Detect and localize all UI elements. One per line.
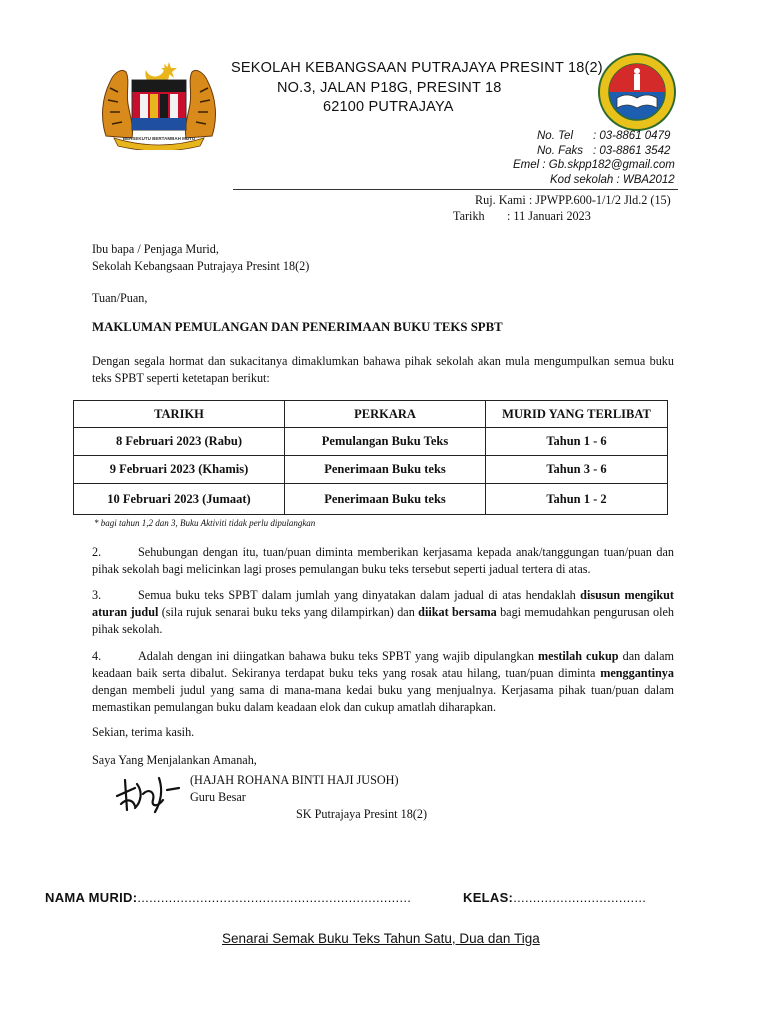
contact-fax: No. Faks : 03-8861 3542 bbox=[537, 144, 671, 157]
cell-date: 8 Februari 2023 (Rabu) bbox=[74, 428, 285, 456]
cell-item: Pemulangan Buku Teks bbox=[285, 428, 486, 456]
signatory-title: Guru Besar bbox=[190, 790, 246, 804]
school-address-line1: NO.3, JALAN P18G, PRESINT 18 bbox=[277, 80, 502, 96]
reference-number: Ruj. Kami : JPWPP.600-1/1/2 Jld.2 (15) bbox=[475, 193, 671, 207]
paragraph-2-number: 2. bbox=[92, 545, 102, 559]
contact-tel: No. Tel : 03-8861 0479 bbox=[537, 130, 671, 142]
cell-item: Penerimaan Buku teks bbox=[285, 456, 486, 484]
paragraph-3-number: 3. bbox=[92, 588, 102, 602]
paragraph-3: 3. Semua buku teks SPBT dalam jumlah yang dinyatakan dalam jadual di atas hendaklah disusun mengikut aturan judul (sila rujuk senarai buku teks yang dilampirkan) dan diikat bersama bagi memudahkan pengurusan oleh pihak sekolah. bbox=[92, 588, 674, 636]
emphasis-text: mestilah cukup bbox=[538, 649, 619, 663]
emphasis-text: disusun mengikut aturan judul bbox=[92, 588, 674, 619]
class-dots: .................................. bbox=[513, 890, 647, 905]
sign-off-line: Saya Yang Menjalankan Amanah, bbox=[92, 753, 257, 767]
salutation: Tuan/Puan, bbox=[92, 291, 148, 305]
cell-students: Tahun 3 - 6 bbox=[486, 456, 668, 484]
recipient-line1: Ibu bapa / Penjaga Murid, bbox=[92, 242, 219, 256]
date-label: Tarikh bbox=[453, 209, 485, 223]
closing-line: Sekian, terima kasih. bbox=[92, 725, 195, 739]
header-perkara: PERKARA bbox=[285, 401, 486, 428]
table-row bbox=[74, 428, 668, 456]
student-name-dots: ...................................................................... bbox=[137, 890, 412, 905]
cell-date: 9 Februari 2023 (Khamis) bbox=[74, 456, 285, 484]
letter-subject: MAKLUMAN PEMULANGAN DAN PENERIMAAN BUKU TEKS SPBT bbox=[92, 320, 503, 334]
date-value: : 11 Januari 2023 bbox=[507, 209, 591, 223]
cell-students: Tahun 1 - 6 bbox=[486, 428, 668, 456]
header-murid: MURID YANG TERLIBAT bbox=[486, 401, 668, 428]
handwritten-signature bbox=[113, 770, 183, 816]
crest-motto: BERSEKUTU BERTAMBAH MUTU bbox=[122, 136, 196, 141]
emphasis-text: diikat bersama bbox=[418, 605, 497, 619]
signatory-name: (HAJAH ROHANA BINTI HAJI JUSOH) bbox=[190, 773, 399, 787]
student-name-label: NAMA MURID: bbox=[45, 890, 138, 905]
contact-block bbox=[537, 129, 670, 158]
letterhead-divider bbox=[233, 189, 678, 190]
signatory-school: SK Putrajaya Presint 18(2) bbox=[296, 807, 427, 821]
paragraph-4: 4. Adalah dengan ini diingatkan bahawa buku teks SPBT yang wajib dipulangkan mestilah cukup dan dalam keadaan baik serta dibalut. Sekiranya terdapat buku teks yang rosak atau hilang, tuan/puan diminta menggantinya dengan membeli judul yang sama di mana-mana kedai buku yang menjualnya. Kerjasama pihak tuan/puan dalam memastikan pemulangan buku dalam keadaan elok dan cukup amatlah diharapkan. bbox=[92, 649, 674, 714]
recipient-line2: Sekolah Kebangsaan Putrajaya Presint 18(2) bbox=[92, 259, 310, 273]
paragraph-2 bbox=[92, 544, 674, 578]
contact-email: Emel : Gb.skpp182@gmail.com bbox=[513, 159, 675, 171]
checklist-title: Senarai Semak Buku Teks Tahun Satu, Dua dan Tiga bbox=[222, 931, 540, 946]
school-code: Kod sekolah : WBA2012 bbox=[550, 174, 675, 186]
school-address-line2: 62100 PUTRAJAYA bbox=[323, 99, 454, 115]
cell-item: Penerimaan Buku teks bbox=[285, 484, 486, 515]
school-name: SEKOLAH KEBANGSAAN PUTRAJAYA PRESINT 18(2) bbox=[231, 60, 603, 76]
cell-students: Tahun 1 - 2 bbox=[486, 484, 668, 515]
intro-paragraph: Dengan segala hormat dan sukacitanya dimaklumkan bahawa pihak sekolah akan mula mengumpulkan semua buku teks SPBT seperti ketetapan berikut: bbox=[92, 354, 674, 385]
paragraph-2-text: Sehubungan dengan itu, tuan/puan diminta memberikan kerjasama kepada anak/tanggungan tuan/puan dan pihak sekolah bagi melicinkan lagi proses pemulangan buku teks tersebut seperti jadual tertera di atas. bbox=[92, 545, 674, 576]
student-name-field[interactable] bbox=[45, 890, 411, 905]
table-row bbox=[74, 484, 668, 515]
table-header-row bbox=[74, 401, 668, 428]
national-crest-logo bbox=[96, 58, 222, 150]
table-note: * bagi tahun 1,2 dan 3, Buku Aktiviti tidak perlu dipulangkan bbox=[94, 518, 316, 528]
class-field[interactable] bbox=[463, 890, 646, 905]
cell-date: 10 Februari 2023 (Jumaat) bbox=[74, 484, 285, 515]
letter-date bbox=[453, 208, 591, 225]
emphasis-text: menggantinya bbox=[600, 666, 674, 680]
paragraph-4-number: 4. bbox=[92, 649, 102, 663]
table-row bbox=[74, 456, 668, 484]
header-tarikh: TARIKH bbox=[74, 401, 285, 428]
schedule-table bbox=[73, 400, 668, 515]
class-label: KELAS: bbox=[463, 890, 514, 905]
school-badge-logo bbox=[597, 52, 677, 132]
